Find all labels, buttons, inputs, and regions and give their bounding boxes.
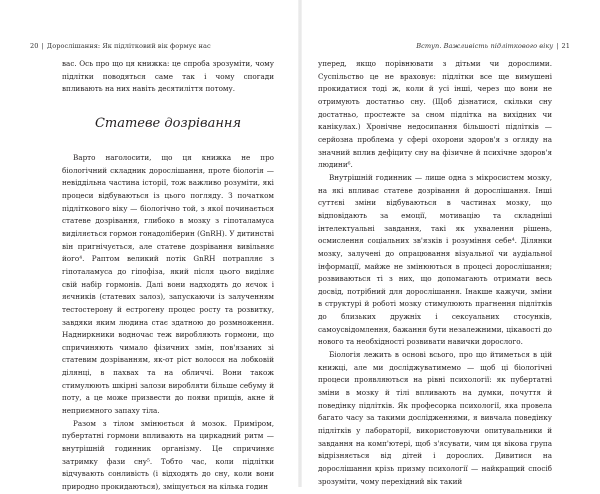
- right-paragraph-3: Біологія лежить в основі всього, про що йтиметься в цій книжці, але ми досліджуватимемо — щоб ці біологічні процеси проявляються на рівні психології: як пубертатні зміни в мозку й тілі впливають на думки, почуття й поведінку підлітків. Як професорка психології, яка провела багато часу за такими дослідженнями, я вивчала поведінку підлітків у лабораторії, використовуючи опитувальники й завдання на комп'ютері, щоб з'ясувати, чим ця вікова група відрізняється від дітей і дорослих. Дивитися на дорослішання крізь призму психології — найкращий спосіб зрозуміти, чому перехідний вік такий: [318, 350, 552, 486]
- right-paragraph-1: уперед, якщо порівнювати з дітьми чи дорослими. Суспільство це не враховує: підлітки все ще вимушені прокидатися тоді ж, коли й усі інші, через що вони не отримують достатньо сну. (Щоб дізнатися, скільки сну достатньо, простежте за сном підлітка на вихідних чи канікулах.) Хронічне недосипання більшості підлітків — серйозна проблема у сфері охорони здоров'я з огляду на значний вплив дефіциту сну на фізичне й психічне здоров'я людини⁶.: [318, 59, 552, 170]
- left-page: [0, 0, 300, 492]
- right-body-text: [318, 58, 552, 488]
- left-paragraph-2: Варто наголосити, що ця книжка не про біологічний складник дорослішання, проте біологія — невіддільна частина історії, тож важливо розуміти, які процеси відбуваються із цього погляду. З початком підліткового віку — біологічно той, з якої починається статеве дозрівання, глибоко в мозку з гіпоталамуса виділяється гормон гонадоліберин (GnRH). У дитинстві він пригнічується, але статеве дозрівання вивільняє його⁴. Раптом великий потік GnRH потрапляє з гіпоталамуса до гіпофіза, який після цього виділяє свій набір гормонів. Далі вони надходять до яєчок і яєчників (статевих залоз), запускаючи із залученням тестостерону й естрогену процес росту та розвитку, завдяки яким людина стає здатною до розмноження. Надниркники водночас теж виробляють гормони, що спричиняють чимало фізичних змін, пов'язаних зі статевим дозріванням, як-от ріст волосся на лобковій ділянці, в пахвах та на обличчі. Вони також стимулюють шкірні залози виробляти більше себуму й поту, а це може призвести до появи прищів, акне й неприємного запаху тіла.: [62, 152, 274, 416]
- right-running-head: Вступ. Важливість підліткового віку | 21: [416, 42, 570, 50]
- right-paragraph-2: Внутрішній годинник — лише одна з мікросистем мозку, на які впливає статеве дозрівання й дорослішання. Інші суттєві зміни відбуваються в частинах мозку, що відповідають за емоції, мотивацію та складніші інтелектуальні завдання, такі як ухвалення рішень, осмислення соціальних зв'язків і розуміння себе⁴. Ділянки мозку, залучені до опрацювання візуальної чи аудіальної інформації, майже не змінюються в процесі дорослішання; розвиваються ті з них, що допомагають отримати весь досвід, потрібний для дорослішання. Інакше кажучи, зміни в структурі й роботі мозку стимулюють прагнення підлітків до близьких дружніх і сексуальних стосунків, самоусвідомлення, бажання бути незалежними, цікавості до нового та необхідності розвивати навички дорослого.: [318, 172, 552, 347]
- left-page-number: 20: [30, 42, 39, 50]
- right-page-number: 21: [561, 42, 570, 50]
- right-page: [300, 0, 600, 487]
- left-paragraph-1: вас. Ось про що ця книжка: це спроба зрозуміти, чому підлітки поводяться саме так і чому спогади впливають на них навіть десятиліття потому.: [62, 59, 274, 94]
- right-running-title: Вступ. Важливість підліткового віку: [416, 42, 554, 50]
- left-running-title: Дорослішання: Як підлітковий вік формує нас: [46, 42, 211, 50]
- section-heading: Статеве дозрівання: [94, 115, 242, 131]
- left-paragraph-3: Разом з тілом змінюється й мозок. Приміром, пубертатні гормони впливають на циркадний ритм — внутрішній годинник організму. Це спричиняє затримку фази сну⁵. Тобто час, коли підлітки відчувають сонливість (і відходять до сну, коли вони природно прокидаються), зміщується на кілька годин: [62, 418, 274, 492]
- left-running-head: 20 | Дорослішання: Як підлітковий вік формує нас: [30, 42, 211, 50]
- left-body-text: [62, 58, 274, 494]
